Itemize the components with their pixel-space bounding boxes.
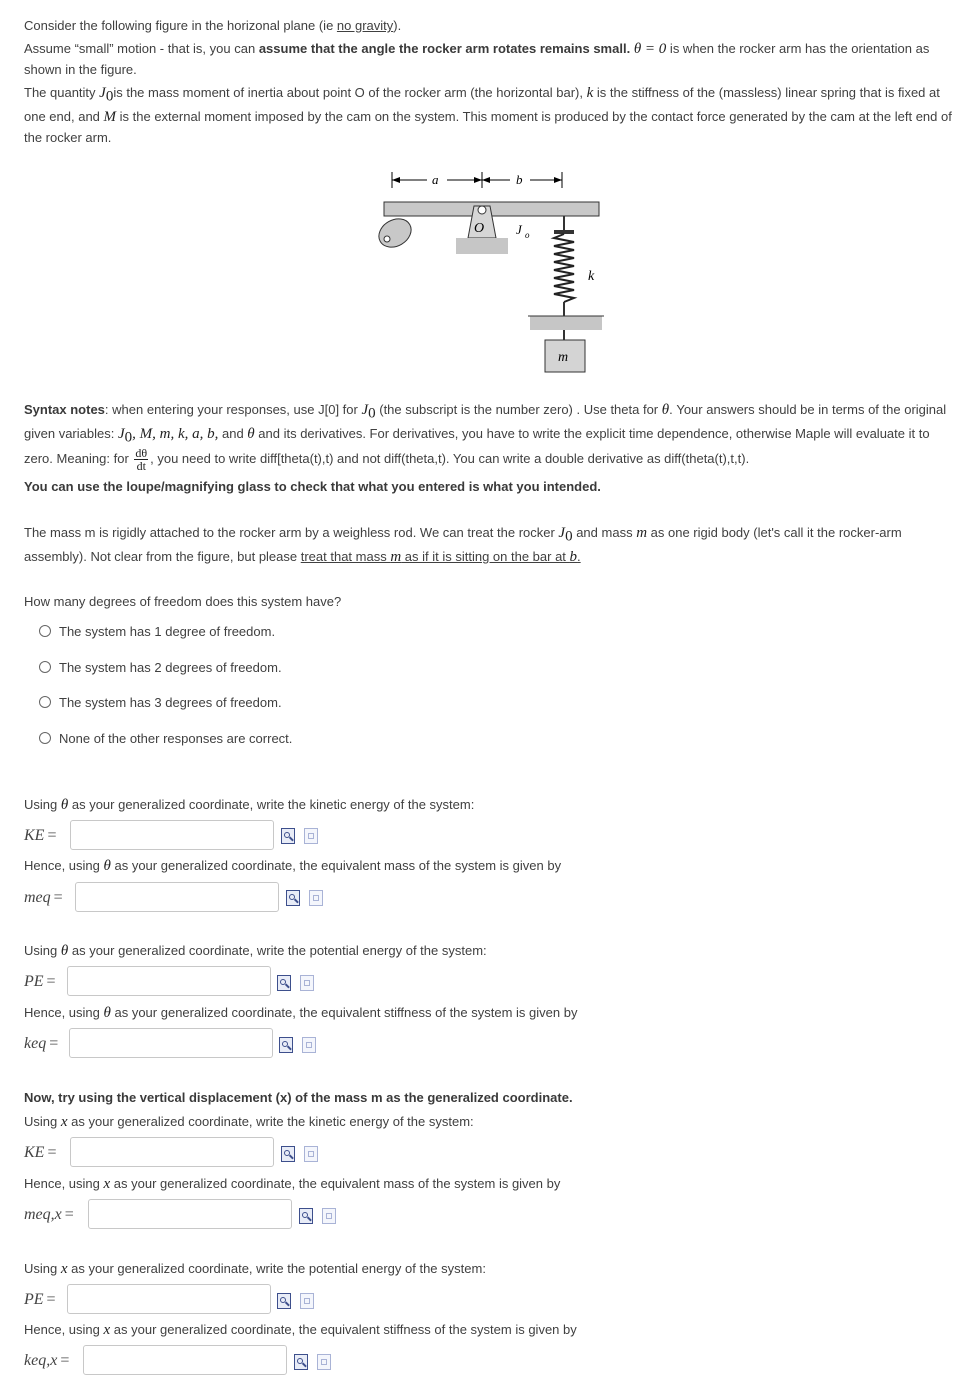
spring-ground — [530, 316, 602, 330]
meq-x-label — [24, 1199, 74, 1231]
q-text-2: is the mass moment of inertia about point O of the rocker arm (the horizontal bar), — [113, 85, 587, 100]
loupe-icon[interactable] — [279, 1037, 293, 1053]
meq-theta-label — [24, 882, 63, 914]
meq-label-text: meq — [24, 889, 51, 906]
prompt-post: as your generalized coordinate, the equivalent mass of the system is given by — [110, 858, 562, 873]
meq-x-label-text: meq,x — [24, 1206, 62, 1223]
quantity-paragraph — [24, 83, 952, 147]
preview-icon[interactable] — [300, 975, 314, 991]
x-var: x — [60, 1261, 68, 1277]
meq-theta-input[interactable] — [75, 882, 279, 912]
dof-option-2[interactable] — [39, 657, 282, 677]
theta-var: θ — [103, 1005, 111, 1021]
cam — [374, 213, 416, 253]
rocker-arm-figure — [370, 160, 620, 380]
loupe-icon[interactable] — [299, 1208, 313, 1224]
ke-theta-label — [24, 820, 56, 852]
x-keq-prompt — [24, 1320, 952, 1341]
dof-option-3-label[interactable]: The system has 3 degrees of freedom. — [59, 694, 282, 710]
dof-option-2-label[interactable]: The system has 2 degrees of freedom. — [59, 659, 282, 675]
dtheta-dt-fraction — [134, 447, 148, 472]
syntax-J-sub: 0 — [368, 405, 376, 422]
var-J: J — [99, 85, 106, 101]
preview-icon[interactable] — [322, 1208, 336, 1224]
q-text-4: is the external moment imposed by the cam on the system. This moment is produced by the contact force generated by the cam at the left end of the rocker arm. — [24, 109, 952, 145]
syntax-J: J — [361, 402, 369, 418]
assume-text: Assume “small” motion - that is, you can — [24, 41, 259, 56]
prompt-pre: Hence, using — [24, 1322, 104, 1337]
dof-option-4-label[interactable]: None of the other responses are correct. — [59, 730, 293, 746]
syntax-bold: Syntax notes — [24, 402, 105, 417]
mass-text-2: and mass — [572, 525, 637, 540]
pe-label-text: PE — [24, 1291, 44, 1308]
preview-icon[interactable] — [317, 1354, 331, 1370]
loupe-icon[interactable] — [281, 1146, 295, 1162]
spring-top-plate — [554, 230, 574, 234]
x-ke-prompt — [24, 1112, 952, 1133]
mass-text-3: as one rigid body (let's call it the rocker-arm assembly). Not clear from the figure, but please — [24, 525, 902, 565]
link-pre: treat that mass — [300, 549, 391, 565]
theta-var: θ — [60, 797, 69, 813]
prompt-pre: Using — [24, 797, 61, 812]
pe-x-label — [24, 1284, 56, 1316]
vars-J: J — [117, 425, 125, 442]
ke-label-text: KE — [24, 827, 45, 844]
prompt-post: as your generalized coordinate, the equivalent stiffness of the system is given by — [110, 1005, 578, 1020]
equals-sign: = — [49, 1035, 59, 1052]
vars-J-sub: 0 — [124, 429, 133, 446]
x-pe-prompt — [24, 1259, 952, 1280]
theta-zero: θ = 0 — [633, 41, 667, 57]
equals-sign: = — [47, 827, 57, 844]
assume-text-end: is when the rocker arm has the orientation as shown in the figure. — [24, 41, 930, 77]
label-a: a — [432, 172, 439, 187]
label-m: m — [558, 350, 569, 365]
label-Jo: J — [516, 222, 522, 237]
radio-button[interactable] — [39, 732, 51, 744]
equals-sign: = — [53, 889, 63, 906]
loupe-icon[interactable] — [286, 890, 300, 906]
theta-keq-prompt — [24, 1003, 952, 1024]
x-var: x — [103, 1322, 111, 1338]
assume-bold: assume that the angle the rocker arm rotates remains small. — [258, 41, 631, 56]
equals-sign: = — [46, 1291, 56, 1308]
mass-text-1: The mass m is rigidly attached to the rocker arm by a weighless rod. We can treat the rocker — [24, 525, 559, 540]
syntax-theta: θ — [661, 402, 670, 418]
prompt-post: as your generalized coordinate, the equivalent mass of the system is given by — [110, 1176, 561, 1191]
radio-button[interactable] — [39, 661, 51, 673]
syntax-text-2: (the subscript is the number zero) . Use theta for — [375, 402, 662, 417]
preview-icon[interactable] — [300, 1293, 314, 1309]
theta-meq-prompt — [24, 856, 952, 877]
pivot-O-point — [478, 206, 486, 214]
link-post: . — [577, 549, 581, 565]
meq-x-input[interactable] — [88, 1199, 292, 1229]
frac-den: dt — [136, 459, 146, 474]
theta-pe-prompt — [24, 941, 952, 962]
prompt-pre: Using — [24, 1114, 61, 1129]
prompt-post: as your generalized coordinate, write the kinetic energy of the system: — [68, 797, 475, 812]
loupe-icon[interactable] — [277, 1293, 291, 1309]
prompt-pre: Hence, using — [24, 1176, 104, 1191]
syntax-text-5: and its derivatives. For derivatives, you have to write the explicit time dependence, otherwise Maple will evaluate it to zero. Meaning: for — [24, 425, 930, 467]
loupe-icon[interactable] — [281, 828, 295, 844]
mass-note-link[interactable] — [301, 549, 581, 564]
dof-option-3[interactable] — [39, 692, 282, 712]
syntax-text-6: , you need to write diff[theta(t),t) and not diff(theta,t). You can write a double derivative as diff(theta(t),t,t). — [150, 451, 750, 467]
dof-option-1[interactable] — [39, 621, 275, 641]
x-var: x — [103, 1176, 111, 1192]
label-Jo-sub: o — [525, 230, 530, 240]
ke-label-text: KE — [24, 1144, 45, 1161]
keq-x-label — [24, 1345, 69, 1377]
dof-option-1-label[interactable]: The system has 1 degree of freedom. — [59, 623, 276, 639]
arrow-b-right — [554, 177, 562, 183]
ke-theta-input[interactable] — [70, 820, 274, 850]
keq-label-text: keq — [24, 1035, 47, 1052]
x-meq-prompt — [24, 1174, 952, 1195]
spring-coil — [554, 234, 574, 302]
label-O: O — [474, 221, 485, 236]
mass-J: J — [558, 525, 566, 541]
pivot-ground — [456, 238, 508, 254]
pe-theta-input[interactable] — [67, 966, 271, 996]
var-M: M — [103, 109, 117, 126]
mass-m: m — [636, 525, 648, 541]
assume-paragraph — [24, 39, 952, 79]
arrow-a-left — [392, 177, 400, 183]
syntax-theta-2: θ — [247, 425, 255, 442]
dof-option-4[interactable] — [39, 728, 292, 748]
keq-x-input[interactable] — [83, 1345, 287, 1375]
keq-x-label-text: keq,x — [24, 1352, 58, 1369]
link-mid: as if it is sitting on the bar at — [401, 549, 570, 565]
var-k: k — [586, 85, 594, 101]
arrow-a-right — [474, 177, 482, 183]
radio-button[interactable] — [39, 625, 51, 637]
equals-sign: = — [64, 1206, 74, 1223]
mass-note — [24, 523, 952, 568]
loupe-icon[interactable] — [294, 1354, 308, 1370]
loupe-note: You can use the loupe/magnifying glass to check that what you entered is what you intended. — [24, 479, 601, 494]
preview-icon[interactable] — [304, 1146, 318, 1162]
syntax-text-4: and — [218, 425, 248, 441]
radio-button[interactable] — [39, 696, 51, 708]
preview-icon[interactable] — [302, 1037, 316, 1053]
prompt-post: as your generalized coordinate, write the potential energy of the system: — [68, 943, 487, 958]
equals-sign: = — [60, 1352, 70, 1369]
cam-shaft — [384, 236, 390, 242]
theta-ke-prompt — [24, 795, 952, 816]
keq-theta-input[interactable] — [69, 1028, 273, 1058]
syntax-text-1: : when entering your responses, use J[0] for — [104, 402, 362, 417]
prompt-pre: Hence, using — [24, 858, 104, 873]
mass-J-sub: 0 — [565, 528, 573, 545]
dof-question: How many degrees of freedom does this system have? — [24, 594, 342, 609]
arrow-b-left — [482, 177, 490, 183]
vars-rest: , M, m, k, a, b, — [132, 425, 219, 442]
preview-icon[interactable] — [309, 890, 323, 906]
keq-theta-label — [24, 1028, 58, 1060]
q-text: The quantity — [24, 85, 100, 100]
prompt-pre: Using — [24, 1261, 61, 1276]
pe-theta-label — [24, 966, 56, 998]
theta-var: θ — [103, 858, 111, 874]
ke-x-input[interactable] — [70, 1137, 274, 1167]
label-b: b — [516, 172, 523, 187]
intro-text-end: ). — [393, 18, 402, 33]
preview-icon[interactable] — [304, 828, 318, 844]
prompt-post: as your generalized coordinate, write the kinetic energy of the system: — [67, 1114, 474, 1129]
q-text-3: is the stiffness of the (massless) linear spring that is fixed at one end, and — [24, 85, 940, 125]
prompt-pre: Hence, using — [24, 1005, 104, 1020]
equals-sign: = — [47, 1144, 57, 1161]
pe-x-input[interactable] — [67, 1284, 271, 1314]
prompt-post: as your generalized coordinate, the equivalent stiffness of the system is given by — [110, 1322, 577, 1337]
x-var: x — [60, 1114, 68, 1130]
intro-line-1 — [24, 16, 952, 36]
intro-text: Consider the following figure in the horizonal plane (ie — [24, 18, 337, 33]
link-b: b — [569, 549, 578, 566]
pe-label-text: PE — [24, 973, 44, 990]
ke-x-label — [24, 1137, 56, 1169]
label-k: k — [588, 269, 595, 284]
syntax-text-3: . Your answers should be in terms of the original given variables: — [24, 402, 947, 441]
loupe-icon[interactable] — [277, 975, 291, 991]
syntax-notes — [24, 400, 952, 472]
theta-var: θ — [60, 943, 69, 959]
equals-sign: = — [46, 973, 56, 990]
frac-num: dθ — [135, 446, 148, 461]
prompt-post: as your generalized coordinate, write the potential energy of the system: — [67, 1261, 486, 1276]
var-J-sub: 0 — [105, 88, 114, 105]
prompt-pre: Using — [24, 943, 61, 958]
link-m: m — [390, 549, 402, 566]
x-section-heading: Now, try using the vertical displacement (x) of the mass m as the generalized coordinate. — [24, 1090, 573, 1105]
no-gravity-link[interactable]: no gravity — [336, 18, 394, 33]
